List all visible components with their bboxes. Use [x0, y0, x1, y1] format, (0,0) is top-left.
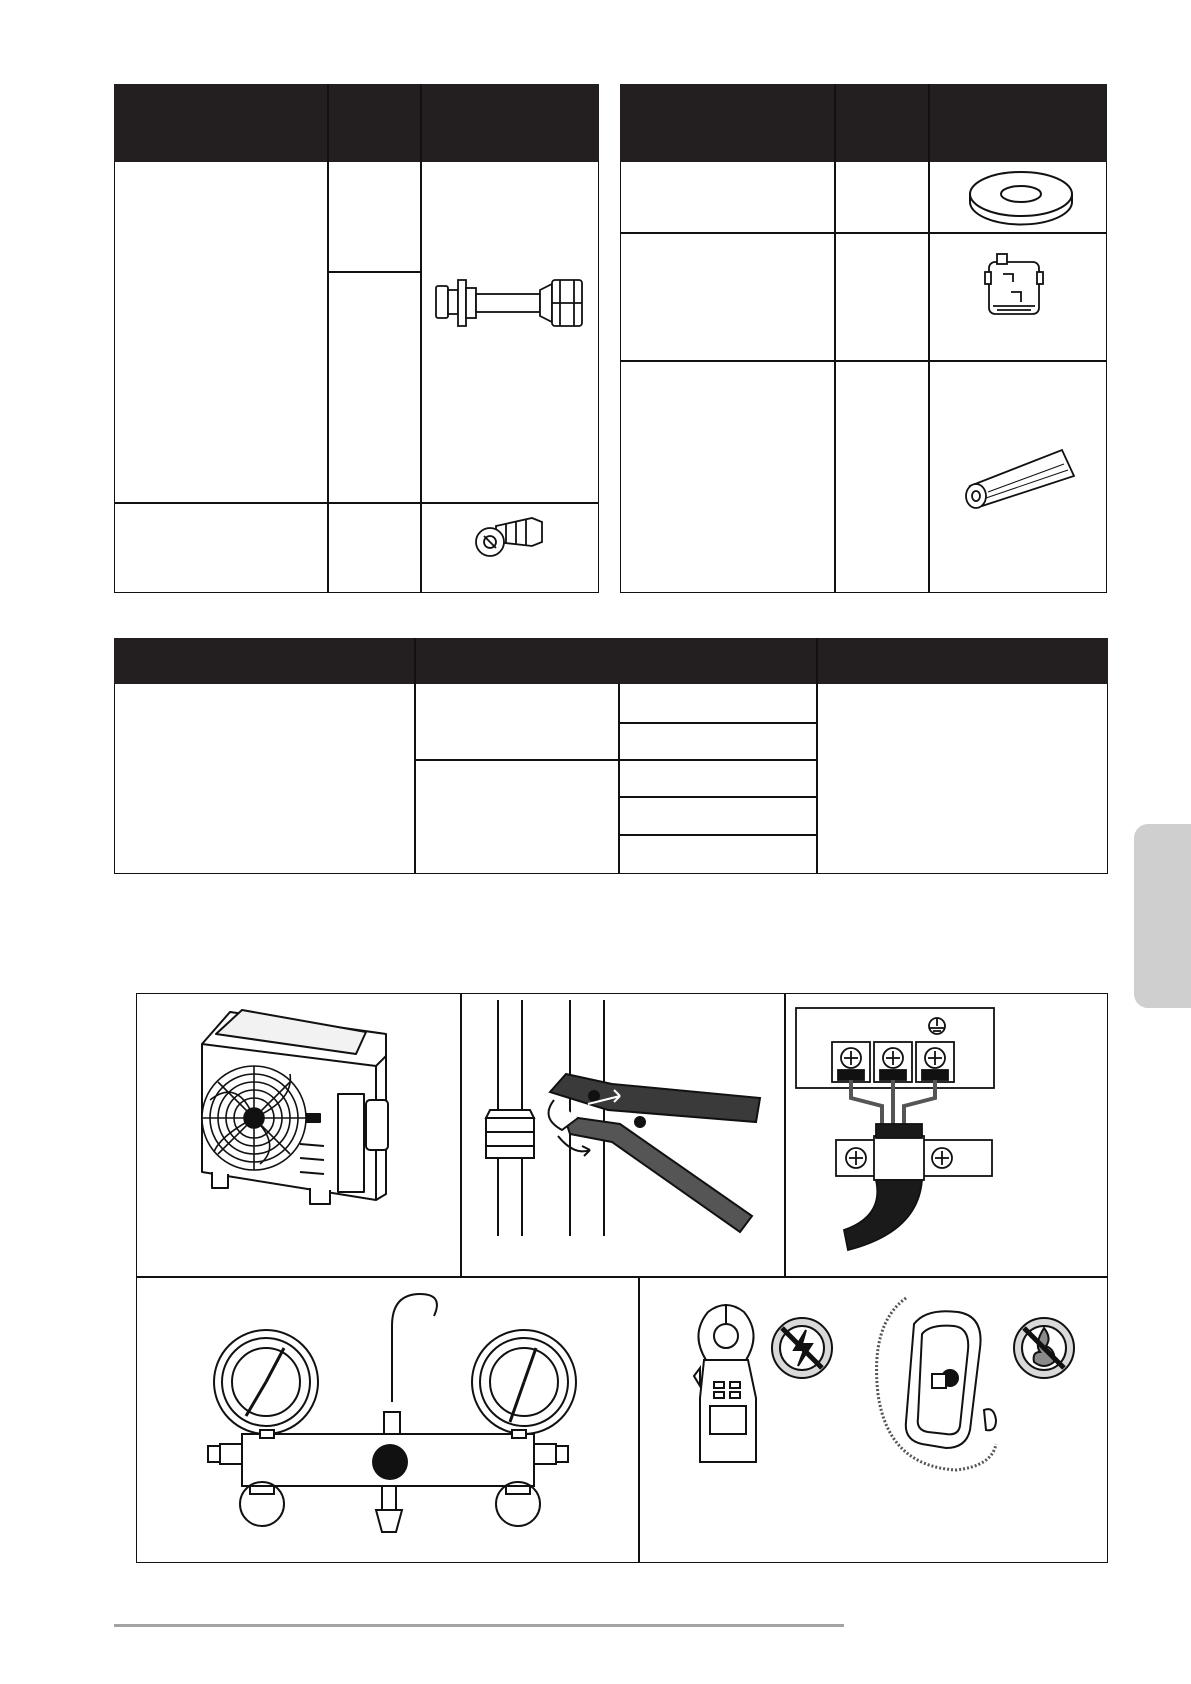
column-divider	[834, 84, 836, 593]
column-divider	[420, 84, 422, 593]
row-divider	[114, 502, 599, 504]
no-flame-icon	[1012, 1316, 1076, 1380]
flare-pipe-adapter-icon	[432, 272, 592, 334]
row-divider	[327, 271, 421, 273]
row-divider	[620, 232, 1107, 234]
column-divider	[414, 638, 416, 874]
row-divider	[618, 796, 817, 798]
column-divider	[816, 638, 818, 874]
pipe-table-header	[114, 638, 1108, 684]
outdoor-unit-icon	[190, 1004, 410, 1216]
row-divider	[618, 722, 817, 724]
pipe-wrench-icon	[470, 1000, 780, 1240]
row-divider	[620, 360, 1107, 362]
accessories-table-right-header	[620, 84, 1107, 162]
row-divider	[618, 834, 817, 836]
manifold-gauge-icon	[206, 1286, 586, 1548]
row-divider	[414, 759, 817, 761]
leak-detector-icon	[866, 1294, 1022, 1474]
terminal-block-icon	[794, 1006, 1004, 1260]
accessories-table-left-header	[114, 84, 599, 162]
magnetic-ring-icon	[983, 250, 1045, 322]
row-divider	[136, 1276, 1108, 1278]
no-spark-icon	[770, 1316, 834, 1380]
insulation-sleeve-icon	[958, 440, 1082, 512]
clamp-meter-icon	[686, 1302, 766, 1470]
column-divider	[327, 84, 329, 593]
column-divider	[460, 993, 462, 1277]
footer-rule	[114, 1624, 844, 1627]
column-divider	[618, 684, 620, 874]
column-divider	[784, 993, 786, 1277]
section-tab	[1134, 824, 1191, 1008]
column-divider	[638, 1276, 640, 1563]
column-divider	[928, 84, 930, 593]
drain-joint-icon	[470, 512, 550, 564]
seal-ring-icon	[966, 168, 1076, 230]
